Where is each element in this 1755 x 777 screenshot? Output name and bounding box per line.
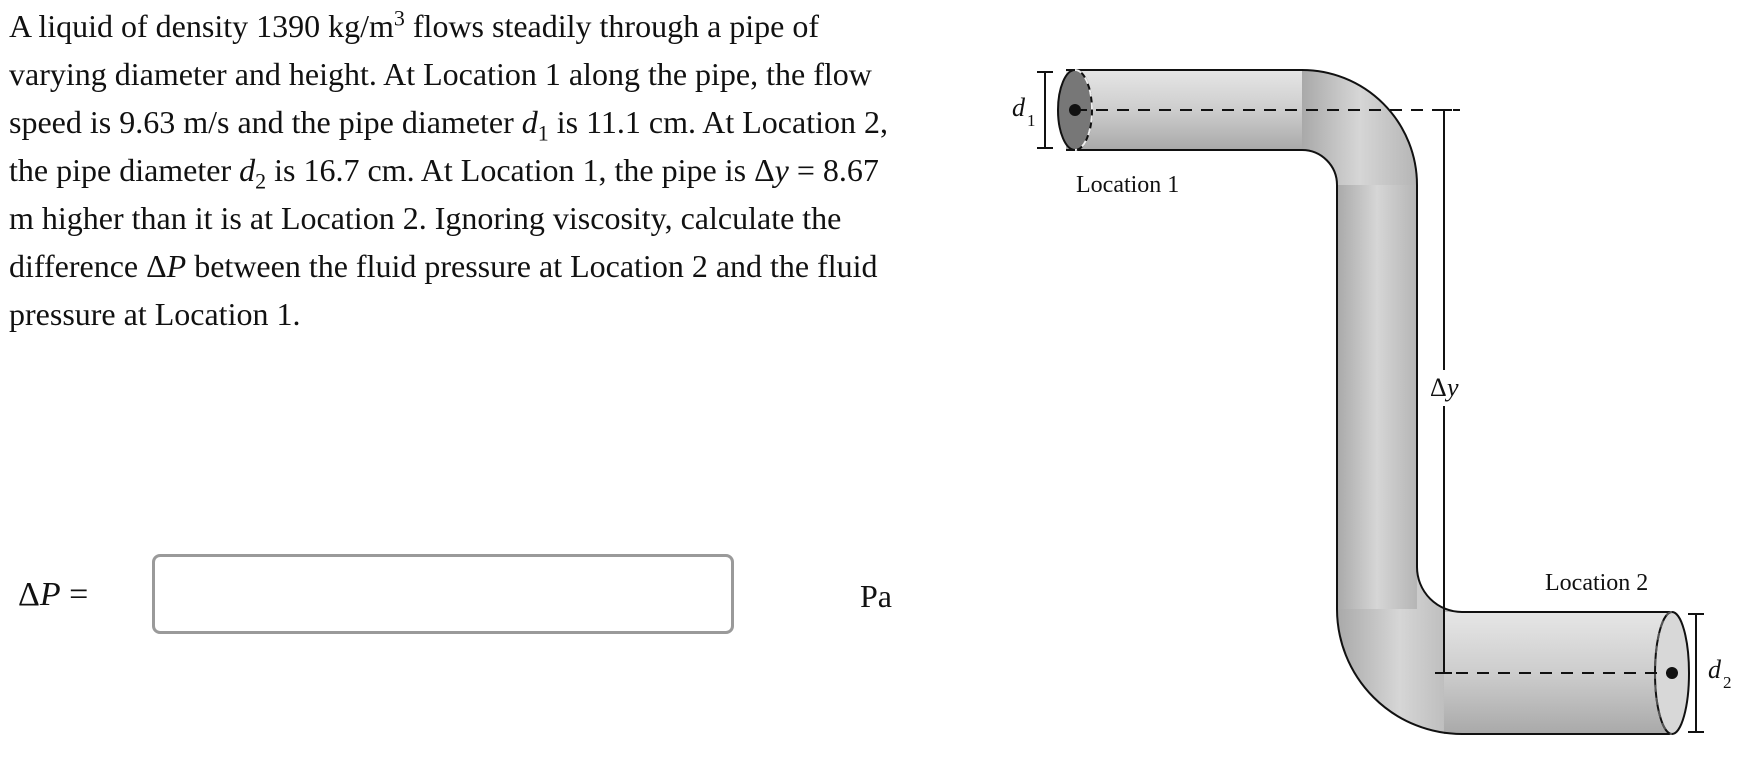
delta-symbol: Δ xyxy=(18,576,40,613)
problem-text-part: between the fluid pressure at Location 2 and the fluid pressure at Location 1. xyxy=(9,248,878,332)
location-1-label: Location 1 xyxy=(1076,172,1180,198)
d1-dimension xyxy=(1012,72,1053,148)
variable-d: d xyxy=(239,152,256,188)
problem-text-part: is 11.1 cm. At Location 2, the pipe diameter xyxy=(9,104,888,188)
pipe-body xyxy=(1066,70,1670,734)
problem-text-part: flows steadily through a pipe of varying diameter and height. At Location 1 along the pipe, the flow speed is 9.63 m/s and the pipe diameter xyxy=(9,8,872,140)
dy-label-var: y xyxy=(1447,373,1459,402)
dy-label-delta: Δ xyxy=(1430,373,1447,402)
problem-text-part: = 8.67 m higher than it is at Location 2. Ignoring viscosity, calculate the difference Δ xyxy=(9,152,879,284)
location-2-label: Location 2 xyxy=(1545,570,1649,596)
unit-label: Pa xyxy=(860,578,892,614)
d1-subscript: 1 xyxy=(1027,111,1036,130)
d2-dimension xyxy=(1688,614,1732,732)
dy-dimension xyxy=(1430,110,1459,673)
variable-p: P xyxy=(39,576,61,613)
variable-y: y xyxy=(774,152,789,188)
problem-text-part: A liquid of density 1390 kg/m xyxy=(9,8,394,44)
exponent: 3 xyxy=(393,5,405,31)
subscript: 2 xyxy=(255,168,267,194)
variable-p: P xyxy=(166,248,187,284)
d2-subscript: 2 xyxy=(1723,673,1732,692)
equals-sign: = xyxy=(60,576,89,613)
variable-d: d xyxy=(521,104,538,140)
subscript: 1 xyxy=(537,120,549,146)
d2-label: d xyxy=(1708,655,1721,684)
d1-label: d xyxy=(1012,93,1025,122)
problem-text-part: is 16.7 cm. At Location 1, the pipe is Δ xyxy=(266,152,775,188)
